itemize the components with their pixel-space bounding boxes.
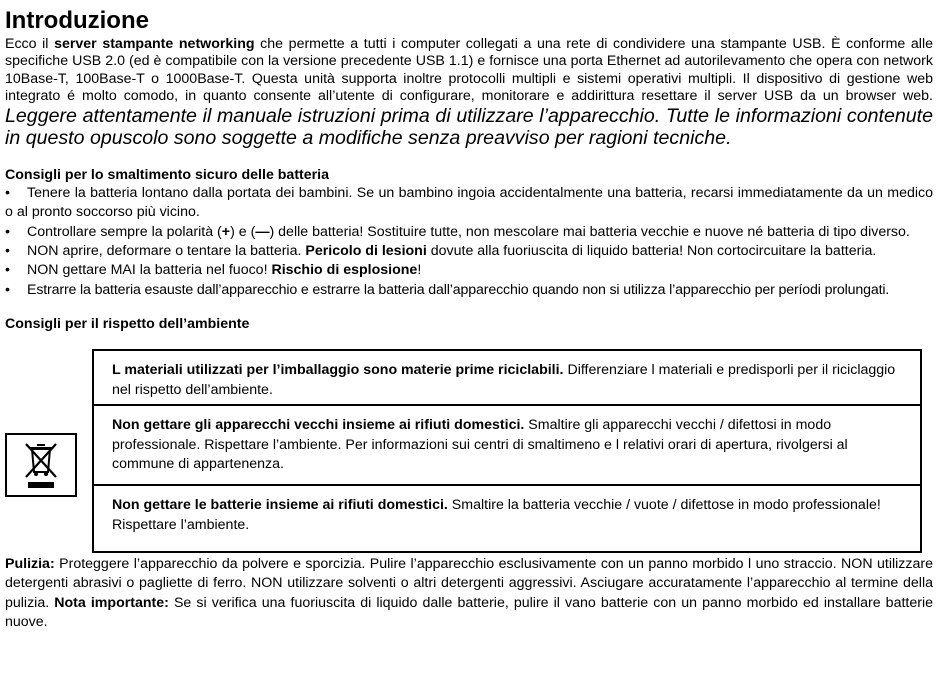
page-title: Introduzione <box>5 7 149 34</box>
intro-text-a: Ecco il <box>5 36 55 52</box>
list-item: • Tenere la batteria lontano dalla portata dei bambini. Se un bambino ingoia accidentalmente una batteria, recarsi immediatamente da un medico o al pronto soccorso più vicino. <box>5 184 933 221</box>
bullet-icon: • <box>5 223 10 240</box>
bullet-icon: • <box>5 184 10 201</box>
list-item: • Controllare sempre la polarità (+) e (—) delle batteria! Sostituire tutte, non mescolare mai batteria vecchie e nuove né batteria di tipo diverso. <box>5 223 933 242</box>
battery-list <box>5 184 933 300</box>
bullet-icon: • <box>5 243 10 259</box>
intro-product-name: server stampante networking <box>54 36 255 52</box>
manual-page <box>5 6 933 333</box>
table-row: L materiali utilizzati per l’imballaggio sono materie prime riciclabili. Differenziare l materiali e predisporli per il riciclaggio nel rispetto dell’ambiente. <box>112 362 896 398</box>
list-item: • NON aprire, deformare o tentare la batteria. Pericolo di lesioni dovute alla fuoriuscita di liquido batteria! Non cortocircuitare la batteria. <box>5 242 933 261</box>
environment-block <box>5 349 935 555</box>
bullet-icon: • <box>5 281 10 298</box>
note-label: Nota importante: <box>54 594 169 611</box>
intro-warning: Leggere attentamente il manuale istruzioni prima di utilizzare l’apparecchio. Tutte le informazioni contenute in questo opuscolo sono soggette a modifiche senza preavviso per ragioni tecniche. <box>5 105 933 150</box>
list-item: • NON gettare MAI la batteria nel fuoco! Rischio di esplosione! <box>5 261 933 280</box>
battery-section-title: Consigli per lo smaltimento sicuro delle batteria <box>5 166 330 183</box>
cleaning-paragraph: Pulizia: Proteggere l’apparecchio da polvere e sporcizia. Pulire l’apparecchio esclusivamente con un panno morbido l uno straccio. NON utilizzare detergenti abrasivi o pagliette di ferro. NON utilizzare solventi o altri detergenti aggressivi. Asciugare accuratamente l’apparecchio al termine della pulizia. Nota importante: Se si verifica una fuoriuscita di liquido dalle batterie, pulire il vano batterie con un panno morbido ed installare batterie nuove. <box>5 556 933 631</box>
table-row: Non gettare gli apparecchi vecchi insieme ai rifiuti domestici. Smaltire gli apparecchi vecchi / difettosi in modo professionale. Rispettare l’ambiente. Per informazioni sui centri di smaltimeno e l relativi orari di apertura, rivolgersi al commune di appartenenza. <box>94 404 920 484</box>
crossed-out-wheelie-bin-icon <box>5 433 77 497</box>
minus-symbol: — <box>255 223 270 240</box>
intro-paragraph <box>5 36 933 150</box>
list-item: • Estrarre la batteria esauste dall’apparecchio e estrarre la batteria dall’apparecchio quando non si utilizza l’apparecchio per períodi prolungati. <box>5 281 933 300</box>
environment-table <box>92 349 922 553</box>
bullet-icon: • <box>5 262 10 279</box>
table-row: Non gettare le batterie insieme ai rifiuti domestici. Smaltire la batteria vecchie / vuote / difettose in modo professionale! Rispettare l’ambiente. <box>94 484 920 551</box>
plus-symbol: + <box>221 223 231 240</box>
intro-text-b: che permette a tutti i computer collegati a una rete di condividere una stampante USB. È conforme alle specifiche USB 2.0 (ed è compatibile con la versione precedente USB 1.1) e fornisce una porta Ethernet ad autorilevamento che opera con network 10Base-T, 100Base-T o 1000Base-T. Questa unità supporta inoltre protocolli multipli e sistemi operativi multipli. Il dispositivo di gestione web integrato é molto comodo, in quanto consente all’utente di configurare, monitorare e addirittura resettare il server USB da un browser web. <box>5 36 933 104</box>
cleaning-label: Pulizia: <box>5 556 55 572</box>
environment-section-title: Consigli per il rispetto dell’ambiente <box>5 316 250 333</box>
